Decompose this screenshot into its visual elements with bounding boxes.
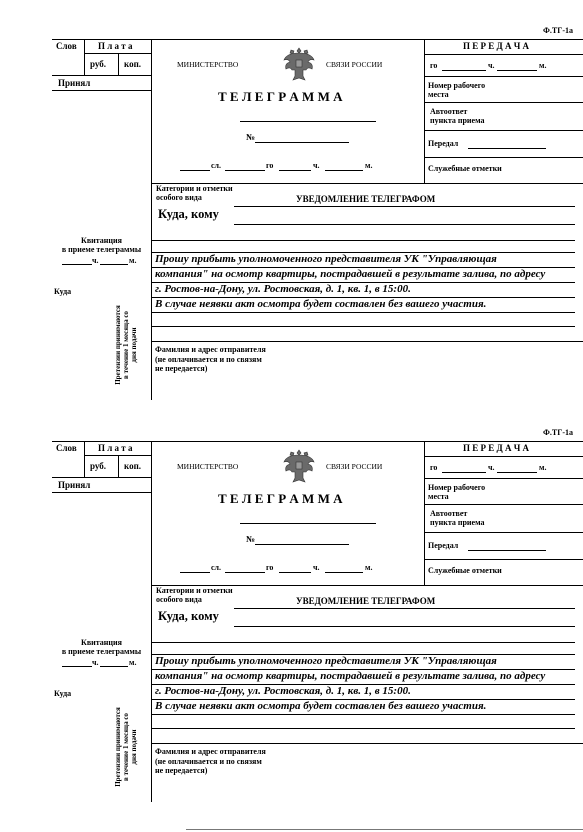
number-field[interactable] <box>255 544 349 545</box>
service-marks-label: Служебные отметки <box>428 164 502 173</box>
words-label: Слов <box>56 443 77 453</box>
words-count-label: сл. <box>211 161 222 170</box>
to-whom-label: Куда, кому <box>158 609 219 623</box>
ministry-left-text: МИНИСТЕРСТВО <box>177 60 239 69</box>
transmitted-divider <box>424 559 583 560</box>
accepted-bottom-border <box>52 90 151 91</box>
transfer-hour-label: ч. <box>488 463 495 472</box>
transfer-year-field[interactable] <box>442 70 486 71</box>
receipt-block <box>52 638 151 656</box>
minute-label: м. <box>365 161 373 170</box>
receipt-subtitle: в приеме телеграммы <box>61 245 142 254</box>
minute-field[interactable] <box>325 572 363 573</box>
category-label-line-1: Категории и отметки <box>156 184 233 193</box>
rub-label: руб. <box>90 59 107 69</box>
pay-label: П л а т а <box>98 443 133 453</box>
transfer-year-label: го <box>430 463 438 472</box>
message-line-2[interactable]: компания" на осмотр квартиры, пострадавшей в результате залива, по адресу <box>155 268 546 280</box>
workplace-divider <box>424 102 583 103</box>
workplace-label <box>428 81 485 99</box>
message-rule-4 <box>152 312 575 313</box>
receipt-title: Квитанция <box>81 236 122 245</box>
transfer-title-divider <box>424 456 583 457</box>
transfer-hour-field[interactable] <box>497 70 537 71</box>
transmitted-field[interactable] <box>468 148 546 149</box>
title-underline <box>240 523 376 524</box>
receipt-minute-field[interactable] <box>100 264 128 265</box>
workplace-label-line-1: Номер рабочего <box>428 81 486 90</box>
receipt-minute-label: м. <box>129 256 137 265</box>
claims-line-3: дня подачи <box>130 729 138 765</box>
words-divider <box>84 441 85 477</box>
year-label: го <box>266 161 274 170</box>
form-code: Ф.ТГ-1а <box>543 26 573 35</box>
year-label: го <box>266 563 274 572</box>
sender-label-line-3: не передается) <box>155 364 208 373</box>
receipt-hour-label: ч. <box>92 256 99 265</box>
category-label-line-2: особого вида <box>156 595 202 604</box>
right-column-divider <box>424 39 425 183</box>
category-label <box>156 586 233 604</box>
sender-label-line-1: Фамилия и адрес отправителя <box>155 345 266 354</box>
autoreply-label-line-2: пункта приема <box>430 116 485 125</box>
autoreply-label-line-1: Автоответ <box>430 509 468 518</box>
sender-label-line-2: (не оплачивается и по связям <box>155 756 262 766</box>
message-line-3[interactable]: г. Ростов-на-Дону, ул. Ростовская, д. 1, кв. 1, в 15:00. <box>155 685 411 697</box>
message-line-1[interactable]: Прошу прибыть уполномоченного представителя УК "Управляющая <box>155 655 497 667</box>
message-rule-4 <box>152 714 575 715</box>
transfer-hour-label: ч. <box>488 61 495 70</box>
sender-label-line-2: (не оплачивается и по связям <box>155 354 262 364</box>
receipt-hour-field[interactable] <box>62 264 92 265</box>
workplace-label-line-2: места <box>428 492 449 501</box>
ministry-right-text: СВЯЗИ РОССИИ <box>326 462 383 471</box>
transmitted-field[interactable] <box>468 550 546 551</box>
double-headed-eagle-icon <box>282 448 316 484</box>
ministry-left-text: МИНИСТЕРСТВО <box>177 462 239 471</box>
message-line-4[interactable]: В случае неявки акт осмотра будет составлен без вашего участия. <box>155 298 487 310</box>
message-rule-5 <box>152 728 575 729</box>
rub-label: руб. <box>90 461 107 471</box>
claims-line-3: дня подачи <box>130 327 138 363</box>
pay-label: П л а т а <box>98 41 133 51</box>
rub-kop-divider <box>118 53 119 75</box>
transfer-minute-label: м. <box>539 61 547 70</box>
address-line-1[interactable] <box>152 642 575 643</box>
minute-field[interactable] <box>325 170 363 171</box>
left-column-divider <box>151 441 152 802</box>
words-count-label: сл. <box>211 563 222 572</box>
sender-label-line-3: не передается) <box>155 766 208 775</box>
sender-top-border <box>151 341 583 342</box>
words-count-field[interactable] <box>180 572 210 573</box>
transfer-title: П Е Р Е Д А Ч А <box>463 443 530 453</box>
claims-line-2: в течение 1 месяца со <box>122 713 130 781</box>
address-line-1[interactable] <box>152 240 575 241</box>
hour-field[interactable] <box>279 572 311 573</box>
telegram-title: Т Е Л Е Г Р А М М А <box>218 89 343 104</box>
hour-field[interactable] <box>279 170 311 171</box>
where-label: Куда <box>54 689 72 698</box>
year-field[interactable] <box>225 170 265 171</box>
autoreply-divider <box>424 130 583 131</box>
category-field-line <box>234 206 575 207</box>
workplace-label-line-2: места <box>428 90 449 99</box>
claims-line-2: в течение 1 месяца со <box>122 311 130 379</box>
receipt-hour-field[interactable] <box>62 666 92 667</box>
transfer-title-divider <box>424 54 583 55</box>
words-count-field[interactable] <box>180 170 210 171</box>
transfer-year-label: го <box>430 61 438 70</box>
accepted-bottom-border <box>52 492 151 493</box>
double-headed-eagle-icon <box>282 46 316 82</box>
right-column-divider <box>424 441 425 585</box>
transfer-time-divider <box>424 478 583 479</box>
sender-top-border <box>151 743 583 744</box>
hour-label: ч. <box>313 563 320 572</box>
kop-label: коп. <box>124 461 142 471</box>
to-whom-label: Куда, кому <box>158 207 219 221</box>
message-line-4[interactable]: В случае неявки акт осмотра будет составлен без вашего участия. <box>155 700 487 712</box>
receipt-subtitle: в приеме телеграммы <box>61 647 142 656</box>
hour-label: ч. <box>313 161 320 170</box>
claims-note <box>114 698 138 796</box>
transmitted-divider <box>424 157 583 158</box>
telegram-form <box>0 0 583 400</box>
workplace-label <box>428 483 485 501</box>
top-border <box>52 441 583 442</box>
number-field[interactable] <box>255 142 349 143</box>
minute-label: м. <box>365 563 373 572</box>
transfer-hour-field[interactable] <box>497 472 537 473</box>
where-label: Куда <box>54 287 72 296</box>
transfer-year-field[interactable] <box>442 472 486 473</box>
transmitted-label: Передал <box>428 139 459 148</box>
year-field[interactable] <box>225 572 265 573</box>
category-field-line <box>234 608 575 609</box>
category-label-line-1: Категории и отметки <box>156 586 233 595</box>
receipt-minute-label: м. <box>129 658 137 667</box>
receipt-minute-field[interactable] <box>100 666 128 667</box>
words-label: Слов <box>56 41 77 51</box>
sender-label-line-1: Фамилия и адрес отправителя <box>155 747 266 756</box>
category-label <box>156 184 233 202</box>
message-line-1[interactable]: Прошу прибыть уполномоченного представителя УК "Управляющая <box>155 253 497 265</box>
accepted-label: Принял <box>58 480 91 490</box>
sender-label <box>155 345 266 374</box>
title-underline <box>240 121 376 122</box>
autoreply-label <box>430 509 484 527</box>
words-divider <box>84 39 85 75</box>
claims-line-1: Претензии принимаются <box>114 305 122 385</box>
autoreply-label <box>430 107 484 125</box>
payment-bottom-border <box>52 75 151 76</box>
message-rule-5 <box>152 326 575 327</box>
top-border <box>52 39 583 40</box>
receipt-hour-label: ч. <box>92 658 99 667</box>
number-label: № <box>246 534 256 544</box>
category-value[interactable]: УВЕДОМЛЕНИЕ ТЕЛЕГРАФОМ <box>296 596 436 606</box>
left-column-divider <box>151 39 152 400</box>
autoreply-label-line-1: Автоответ <box>430 107 468 116</box>
telegram-title: Т Е Л Е Г Р А М М А <box>218 491 343 506</box>
number-label: № <box>246 132 256 142</box>
transmitted-label: Передал <box>428 541 459 550</box>
claims-line-1: Претензии принимаются <box>114 707 122 787</box>
receipt-block <box>52 236 151 254</box>
payment-bottom-border <box>52 477 151 478</box>
page-bottom-edge <box>186 829 583 830</box>
accepted-label: Принял <box>58 78 91 88</box>
transfer-minute-label: м. <box>539 463 547 472</box>
kop-label: коп. <box>124 59 142 69</box>
autoreply-label-line-2: пункта приема <box>430 518 485 527</box>
to-whom-field[interactable] <box>234 626 575 627</box>
message-line-3[interactable]: г. Ростов-на-Дону, ул. Ростовская, д. 1, кв. 1, в 15:00. <box>155 283 411 295</box>
message-line-2[interactable]: компания" на осмотр квартиры, пострадавшей в результате залива, по адресу <box>155 670 546 682</box>
claims-note <box>114 296 138 394</box>
transfer-title: П Е Р Е Д А Ч А <box>463 41 530 51</box>
receipt-title: Квитанция <box>81 638 122 647</box>
workplace-label-line-1: Номер рабочего <box>428 483 486 492</box>
sender-label <box>155 747 266 776</box>
transfer-time-divider <box>424 76 583 77</box>
ministry-right-text: СВЯЗИ РОССИИ <box>326 60 383 69</box>
category-value[interactable]: УВЕДОМЛЕНИЕ ТЕЛЕГРАФОМ <box>296 194 436 204</box>
form-code: Ф.ТГ-1а <box>543 428 573 437</box>
autoreply-divider <box>424 532 583 533</box>
telegram-form <box>0 402 583 802</box>
to-whom-field[interactable] <box>234 224 575 225</box>
workplace-divider <box>424 504 583 505</box>
rub-kop-divider <box>118 455 119 477</box>
category-label-line-2: особого вида <box>156 193 202 202</box>
service-marks-label: Служебные отметки <box>428 566 502 575</box>
